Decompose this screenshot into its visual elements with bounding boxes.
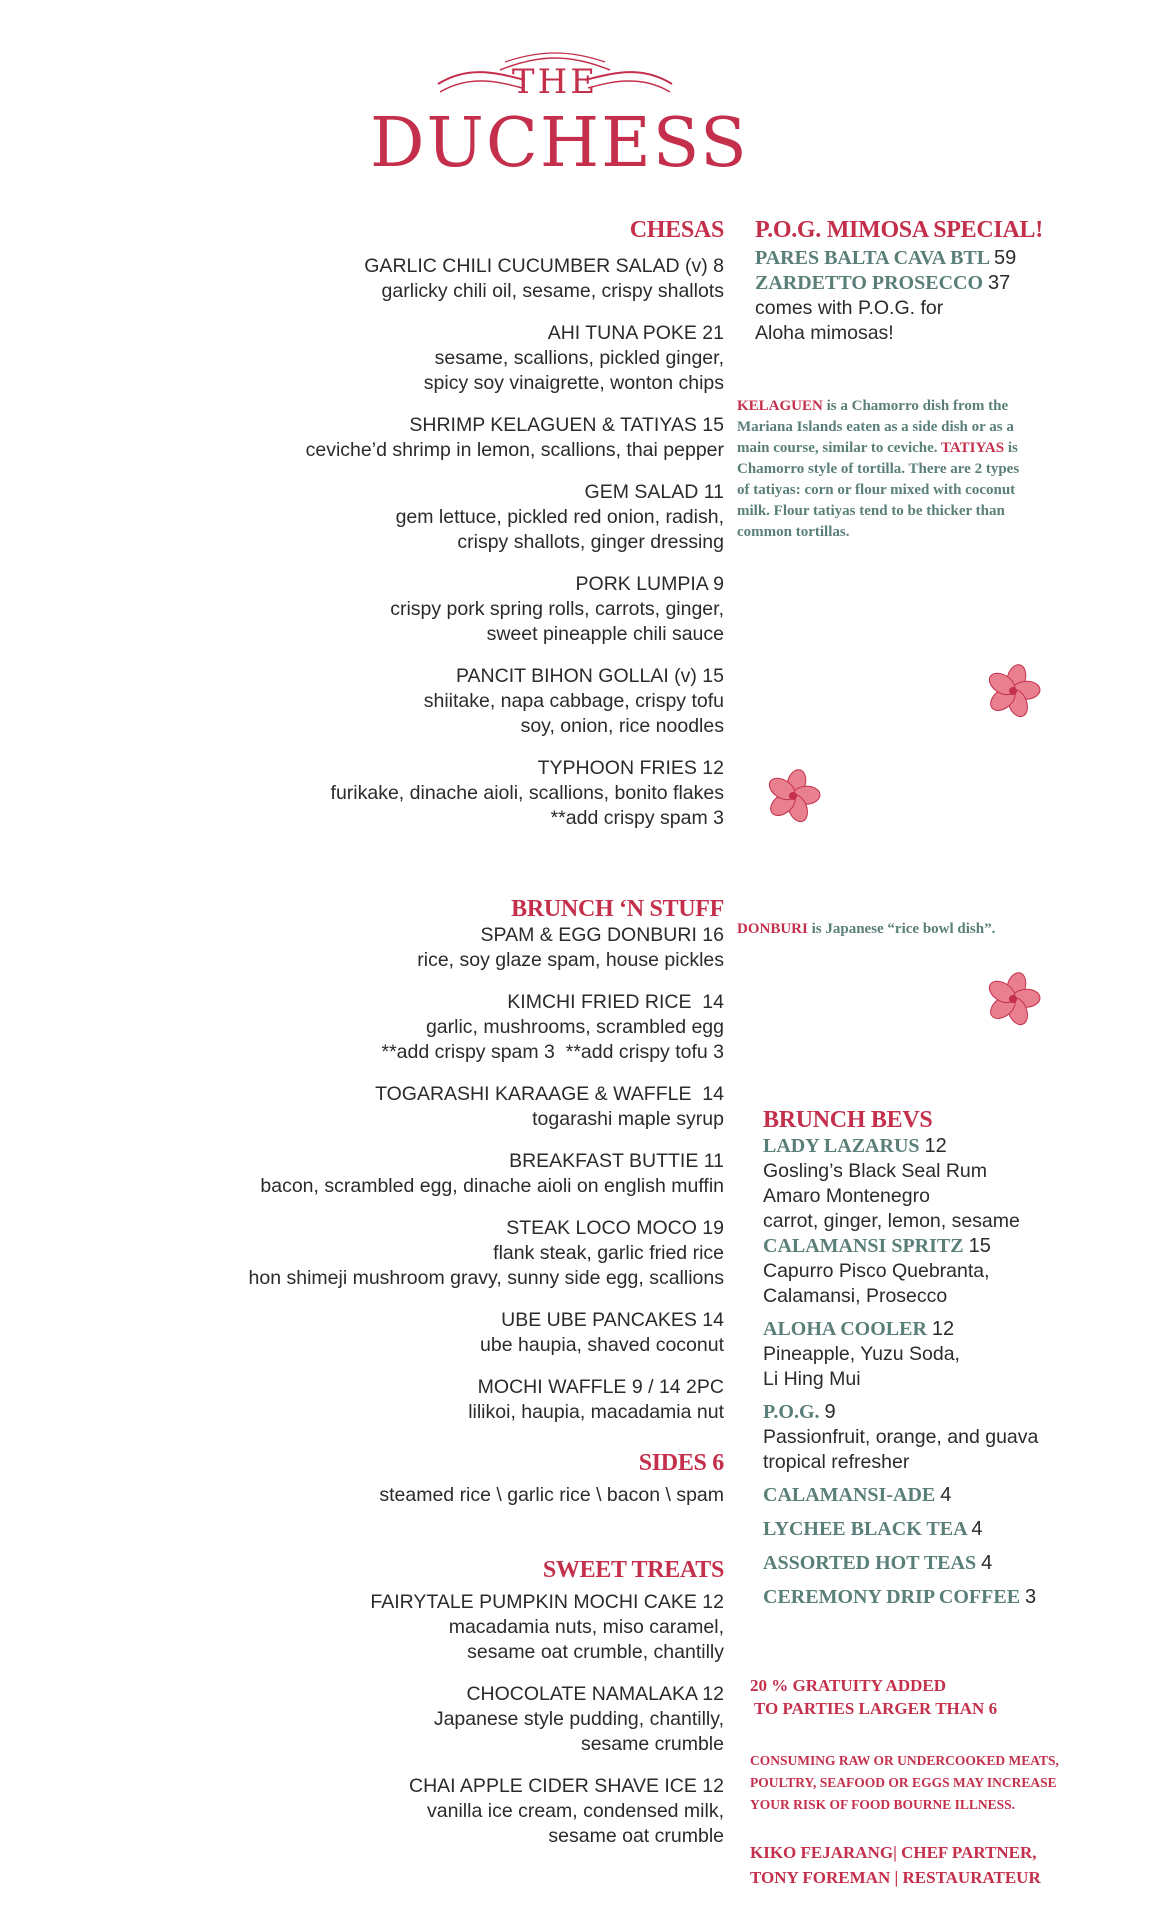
note-keyword-donburi: DONBURI	[737, 921, 808, 937]
sides-section	[180, 1449, 724, 1508]
bevs-list	[763, 1134, 1038, 1610]
menu-item-name: GEM SALAD 11	[584, 481, 724, 503]
bev-price: 4	[971, 1518, 983, 1540]
gratuity-line: 20 % GRATUITY ADDED	[750, 1676, 946, 1695]
menu-item-name: KIMCHI FRIED RICE 14	[507, 991, 724, 1013]
mimosa-line-2-name: ZARDETTO PROSECCO	[755, 272, 984, 294]
note-keyword-kelaguen: KELAGUEN	[737, 398, 823, 414]
menu-item-desc: flank steak, garlic fried rice	[493, 1242, 724, 1264]
bev-desc: Gosling’s Black Seal Rum	[763, 1160, 987, 1182]
menu-item-desc: rice, soy glaze spam, house pickles	[417, 949, 724, 971]
menu-item	[180, 1308, 724, 1358]
menu-item-desc: spicy soy vinaigrette, wonton chips	[423, 372, 724, 394]
bev-price: 4	[940, 1484, 952, 1506]
menu-item-desc: **add crispy spam 3	[550, 807, 724, 829]
mimosa-section	[755, 216, 1043, 346]
menu-item	[180, 254, 724, 304]
section-title-sweets: SWEET TREATS	[542, 1557, 724, 1583]
menu-item	[180, 1774, 724, 1849]
menu-item	[180, 923, 724, 973]
plumeria-flower-icon	[765, 768, 821, 824]
menu-item	[180, 1082, 724, 1132]
bev-name: ALOHA COOLER	[763, 1318, 927, 1340]
plumeria-flower-icon	[985, 971, 1041, 1027]
bev-name-line	[763, 1317, 1038, 1342]
section-title-brunch: BRUNCH ‘N STUFF	[511, 896, 724, 922]
food-warning	[750, 1750, 1059, 1816]
menu-item	[180, 664, 724, 739]
section-title-chesas: CHESAS	[629, 217, 724, 243]
menu-item-desc: Japanese style pudding, chantilly,	[433, 1708, 724, 1730]
menu-item-desc: sesame crumble	[580, 1733, 724, 1755]
note-text: is	[1004, 440, 1018, 456]
menu-item-name: PORK LUMPIA 9	[575, 573, 724, 595]
menu-item-desc: ube haupia, shaved coconut	[480, 1334, 724, 1356]
menu-item-desc: furikake, dinache aioli, scallions, bonito flakes	[330, 782, 724, 804]
menu-item-desc: sweet pineapple chili sauce	[486, 623, 724, 645]
donburi-note	[737, 919, 1089, 940]
bev-item	[763, 1517, 1038, 1542]
bev-name-line	[763, 1585, 1038, 1610]
menu-item	[180, 480, 724, 555]
section-title-sides: SIDES 6	[638, 1450, 724, 1476]
menu-item-desc: lilikoi, haupia, macadamia nut	[468, 1401, 724, 1423]
bev-desc: Pineapple, Yuzu Soda,	[763, 1343, 960, 1365]
menu-item-name: AHI TUNA POKE 21	[547, 322, 724, 344]
menu-item-name: PANCIT BIHON GOLLAI (v) 15	[455, 665, 724, 687]
menu-item-desc: hon shimeji mushroom gravy, sunny side egg, scallions	[248, 1267, 724, 1289]
menu-item	[180, 413, 724, 463]
note-text: of tatiyas: corn or flour mixed with coconut	[737, 482, 1016, 498]
bev-desc: Li Hing Mui	[763, 1368, 861, 1390]
menu-item-desc: soy, onion, rice noodles	[520, 715, 724, 737]
bev-item	[763, 1551, 1038, 1576]
mimosa-desc-2: Aloha mimosas!	[755, 322, 894, 344]
bev-name-line	[763, 1234, 1038, 1259]
warning-line: CONSUMING RAW OR UNDERCOOKED MEATS,	[750, 1753, 1059, 1768]
bev-price: 15	[968, 1235, 991, 1257]
mimosa-line-2-price: 37	[988, 272, 1011, 294]
menu-item-desc: togarashi maple syrup	[532, 1108, 724, 1130]
bev-desc: carrot, ginger, lemon, sesame	[763, 1210, 1020, 1232]
bev-price: 12	[924, 1135, 947, 1157]
menu-item	[180, 756, 724, 831]
sweets-section	[180, 1556, 724, 1849]
menu-item	[180, 321, 724, 396]
chesas-list	[180, 254, 724, 831]
note-text: milk. Flour tatiyas tend to be thicker than	[737, 503, 1005, 519]
note-text: is Japanese “rice bowl dish”.	[807, 921, 996, 937]
menu-item-desc: crispy pork spring rolls, carrots, ginger,	[390, 598, 724, 620]
menu-item-name: TOGARASHI KARAAGE & WAFFLE 14	[375, 1083, 724, 1105]
mimosa-title: P.O.G. MIMOSA SPECIAL!	[755, 217, 1043, 243]
plumeria-flower-icon	[985, 663, 1041, 719]
menu-item-desc: vanilla ice cream, condensed milk,	[427, 1800, 724, 1822]
bev-item	[763, 1585, 1038, 1610]
chesas-section	[180, 216, 724, 831]
menu-item-name: CHOCOLATE NAMALAKA 12	[466, 1683, 724, 1705]
bev-price: 4	[981, 1552, 993, 1574]
gratuity-line: TO PARTIES LARGER THAN 6	[750, 1699, 998, 1718]
note-text: Mariana Islands eaten as a side dish or as a	[737, 419, 1014, 435]
gratuity-notice	[750, 1674, 997, 1720]
brunch-section	[180, 895, 724, 1425]
bev-item	[763, 1234, 1038, 1309]
menu-item-name: MOCHI WAFFLE 9 / 14 2PC	[477, 1376, 724, 1398]
logo	[370, 52, 749, 197]
menu-item-name: STEAK LOCO MOCO 19	[506, 1217, 724, 1239]
warning-line: YOUR RISK OF FOOD BOURNE ILLNESS.	[750, 1797, 1016, 1812]
menu-item	[180, 1682, 724, 1757]
bev-price: 3	[1025, 1586, 1037, 1608]
bev-name-line	[763, 1400, 1038, 1425]
note-text: Chamorro style of tortilla. There are 2 types	[737, 461, 1020, 477]
bev-desc: Capurro Pisco Quebranta,	[763, 1260, 990, 1282]
menu-item-desc: garlicky chili oil, sesame, crispy shallots	[381, 280, 724, 302]
menu-item	[180, 572, 724, 647]
bev-item	[763, 1483, 1038, 1508]
bev-name: CALAMANSI-ADE	[763, 1484, 936, 1506]
brunch-list	[180, 923, 724, 1425]
menu-item-name: CHAI APPLE CIDER SHAVE ICE 12	[409, 1775, 724, 1797]
menu-item-name: TYPHOON FRIES 12	[537, 757, 724, 779]
credit-line: TONY FOREMAN | RESTAURATEUR	[750, 1868, 1041, 1887]
menu-item-desc: shiitake, napa cabbage, crispy tofu	[423, 690, 724, 712]
note-text: common tortillas.	[737, 524, 850, 540]
kelaguen-note	[737, 396, 1089, 543]
mimosa-line-1	[755, 246, 1043, 271]
menu-item-desc: gem lettuce, pickled red onion, radish,	[395, 506, 724, 528]
bev-name: CALAMANSI SPRITZ	[763, 1235, 964, 1257]
bev-name: ASSORTED HOT TEAS	[763, 1552, 977, 1574]
menu-item-desc: macadamia nuts, miso caramel,	[448, 1616, 724, 1638]
menu-item-name: UBE UBE PANCAKES 14	[501, 1309, 724, 1331]
menu-item-name: GARLIC CHILI CUCUMBER SALAD (v) 8	[364, 255, 724, 277]
bev-name-line	[763, 1483, 1038, 1508]
note-keyword-tatiyas: TATIYAS	[941, 440, 1005, 456]
menu-item	[180, 1216, 724, 1291]
bev-desc: Passionfruit, orange, and guava	[763, 1426, 1039, 1448]
menu-item-desc: **add crispy spam 3 **add crispy tofu 3	[381, 1041, 724, 1063]
bev-desc: Amaro Montenegro	[763, 1185, 930, 1207]
sides-desc: steamed rice \ garlic rice \ bacon \ spam	[379, 1484, 724, 1506]
menu-item-desc: crispy shallots, ginger dressing	[457, 531, 724, 553]
credits	[750, 1840, 1041, 1890]
menu-item	[180, 1375, 724, 1425]
bev-item	[763, 1317, 1038, 1392]
menu-item	[180, 990, 724, 1065]
menu-item-desc: sesame oat crumble, chantilly	[467, 1641, 724, 1663]
note-text: main course, similar to ceviche.	[737, 440, 941, 456]
warning-line: POULTRY, SEAFOOD OR EGGS MAY INCREASE	[750, 1775, 1057, 1790]
sweets-list	[180, 1590, 724, 1849]
menu-item	[180, 1149, 724, 1199]
menu-item-name: BREAKFAST BUTTIE 11	[509, 1150, 724, 1172]
bevs-title: BRUNCH BEVS	[763, 1107, 933, 1133]
credit-line: KIKO FEJARANG| CHEF PARTNER,	[750, 1843, 1037, 1862]
menu-item-name: FAIRYTALE PUMPKIN MOCHI CAKE 12	[370, 1591, 724, 1613]
menu-item-desc: bacon, scrambled egg, dinache aioli on english muffin	[260, 1175, 724, 1197]
bev-name-line	[763, 1134, 1038, 1159]
bev-price: 12	[931, 1318, 955, 1340]
bev-item	[763, 1134, 1038, 1234]
menu-item-desc: garlic, mushrooms, scrambled egg	[425, 1016, 724, 1038]
menu-item-name: SHRIMP KELAGUEN & TATIYAS 15	[409, 414, 724, 436]
menu-item-desc: sesame oat crumble	[548, 1825, 724, 1847]
bev-desc: tropical refresher	[763, 1451, 910, 1473]
mimosa-line-2	[755, 271, 1043, 296]
menu-item-desc: ceviche’d shrimp in lemon, scallions, thai pepper	[305, 439, 724, 461]
bev-name: LYCHEE BLACK TEA	[763, 1518, 967, 1540]
menu-item-name: SPAM & EGG DONBURI 16	[480, 924, 724, 946]
bevs-section	[763, 1106, 1038, 1610]
bev-name-line	[763, 1551, 1038, 1576]
bev-name: LADY LAZARUS	[763, 1135, 920, 1157]
mimosa-line-1-price: 59	[994, 247, 1017, 269]
bev-name-line	[763, 1517, 1038, 1542]
bev-name: CEREMONY DRIP COFFEE	[763, 1586, 1021, 1608]
bev-desc: Calamansi, Prosecco	[763, 1285, 948, 1307]
menu-item	[180, 1590, 724, 1665]
logo-the: THE	[511, 62, 599, 102]
mimosa-desc-1: comes with P.O.G. for	[755, 297, 944, 319]
bev-item	[763, 1400, 1038, 1475]
logo-name: DUCHESS	[370, 104, 749, 183]
bev-name: P.O.G.	[763, 1401, 820, 1423]
menu-item-desc: sesame, scallions, pickled ginger,	[434, 347, 724, 369]
note-text: is a Chamorro dish from the	[822, 398, 1009, 414]
bev-price: 9	[824, 1401, 836, 1423]
mimosa-line-1-name: PARES BALTA CAVA BTL	[755, 247, 989, 269]
